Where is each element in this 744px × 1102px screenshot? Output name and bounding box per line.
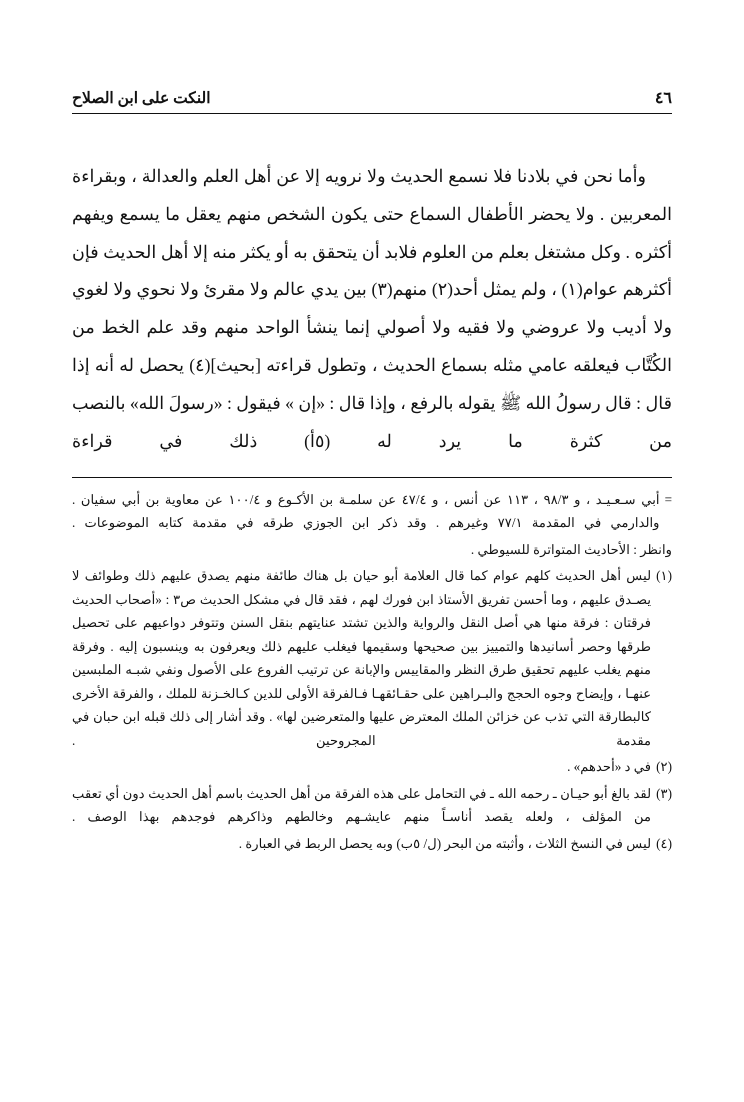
footnote-marker: (٣) bbox=[656, 785, 672, 801]
page-number: ٤٦ bbox=[654, 90, 672, 107]
footnote-item bbox=[72, 832, 672, 856]
footnotes-section bbox=[72, 488, 672, 856]
footnote-item bbox=[72, 564, 672, 752]
footnote-continuation bbox=[72, 488, 672, 535]
footnote-text: في د «أحدهم» . bbox=[567, 759, 652, 774]
main-body-text bbox=[72, 158, 672, 461]
footnote-marker: (١) bbox=[656, 568, 672, 583]
footnote-text: ليس في النسخ الثلاث ، وأثبته من البحر (ل/ ٥ب) وبه يحصل الربط في العبارة . bbox=[238, 835, 652, 851]
footnote-text: لقد بالغ أبو حيـان ـ رحمه الله ـ في التحامل على هذه الفرقة من أهل الحديث باسم أهل الحديث دون أي تعقب من المؤلف ، ولعله يقصد أناسـاً منهم عايشـهم وخالطهم وذاكرهم فوجدهم بهذا الوصف . bbox=[72, 785, 652, 824]
footnote-see-also: وانظر : الأحاديث المتواترة للسيوطي . bbox=[470, 541, 672, 557]
footnote-continuation-text: أبي سـعـيـد ، و ٩٨/٣ ، ١١٣ عن أنس ، و ٤٧/٤ عن سلمـة بن الأكـوع و ١٠٠/٤ عن معاوية بن أبي سفيان . والدارمي في المقدمة ٧٧/١ وغيرهم . وقد ذكر ابن الجوزي طرقه في مقدمة كتابه الموضوعات . bbox=[72, 491, 660, 530]
footnote-marker: (٢) bbox=[656, 759, 672, 774]
footnote-item bbox=[72, 782, 672, 829]
body-paragraph: وأما نحن في بلادنا فلا نسمع الحديث ولا نرويه إلا عن أهل العلم والعدالة ، وبقراءة المعربين . ولا يحضر الأطفال السماع حتى يكون الشخص منهم يعقل ما يسمع ويفهم أكثره . وكل مشتغل بعلم من العلوم فلابد أن يتحقق به أو يكثر منه إلا أهل الحديث فإن أكثرهم عوام(١) ، ولم يمثل أحد(٢) منهم(٣) بين يدي عالم ولا مقرئ ولا نحوي ولا لغوي ولا أديب ولا عروضي ولا فقيه ولا أصولي إنما ينشأ الواحد منهم وقد علم الخط من الكُتَّاب فيعلقه عامي مثله بسماع الحديث ، وتطول قراءته [بحيث](٤) يحصل له أنه إذا قال : قال رسولُ الله ﷺ يقوله بالرفع ، وإذا قال : «إن » فيقول : «رسولَ الله» بالنصب من كثرة ما يرد له (٥أ) ذلك في قراءة bbox=[72, 166, 672, 451]
footnote-continuation-marker: = bbox=[664, 491, 672, 507]
footnote-marker: (٤) bbox=[656, 835, 672, 851]
footnote-item bbox=[72, 755, 672, 779]
book-title: النكت على ابن الصلاح bbox=[72, 90, 211, 107]
page-header bbox=[72, 88, 672, 114]
footnote-separator bbox=[72, 477, 672, 478]
footnote-text: ليس أهل الحديث كلهم عوام كما قال العلامة أبو حيان بل هناك طائفة منهم يصدق عليهم ذلك وطوائف لا يصـدق عليهم ، وما أحسن تفريق الأستاذ ابن فورك لهم ، فقد قال في مشكل الحديث ص٣ : «أصحاب الحديث فرقتان : فرقة منها هي أصل النقل والرواية والذين تشتد عنايتهم بنقل السنن وتتوفر دواعيهم على تحصيل طرقها وحصر أسانيدها والتمييز بين صحيحها وسقيمها فيغلب عليهم ذلك ويعرفون به وينسبون إليه . وفرقة منهم يغلب عليهم تحقيق طرق النظر والمقاييس والإبانة عن ترتيب الفروع على الأصول ونفي شبـه الملبسين عنهـا ، وإيضاح وجوه الحجج والبـراهين على حقـائقهـا فـالفرقة الأولى للدين كـالخـزنة للملك ، والفرقة الأخرى كالبطارقة التي تذب عن خزائن الملك المعترض عليها والمتعرضين لها» . وقد أشار إلى ذلك قبله ابن حبان في مقدمة المجروحين . bbox=[72, 568, 652, 748]
